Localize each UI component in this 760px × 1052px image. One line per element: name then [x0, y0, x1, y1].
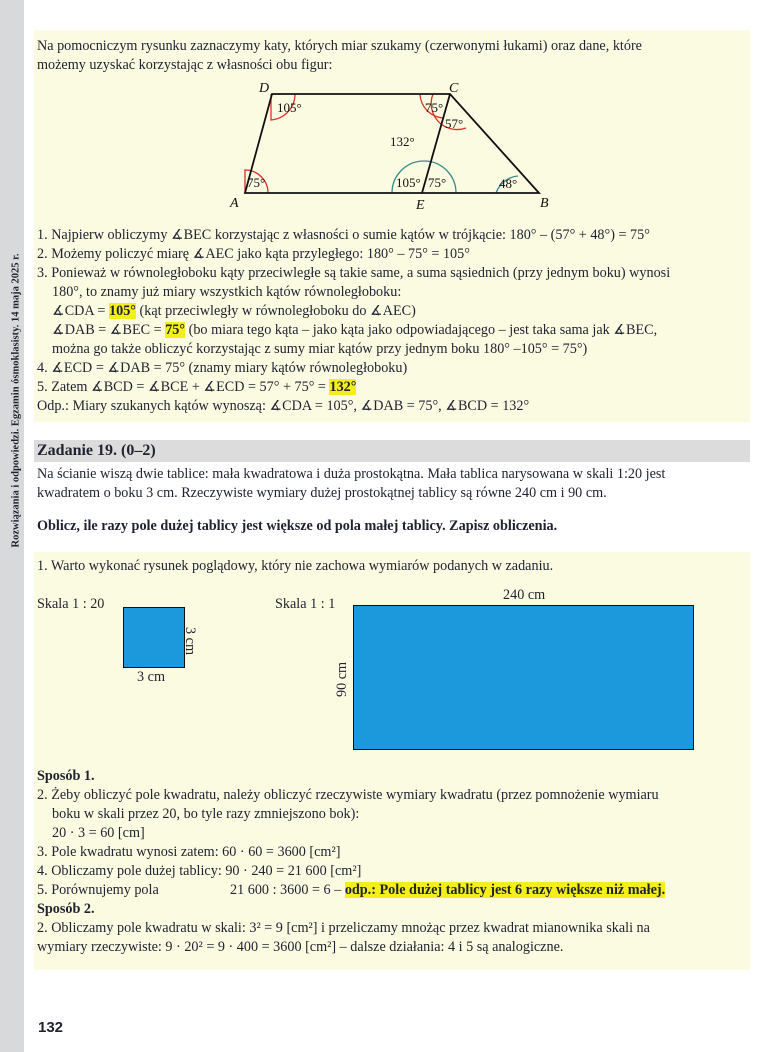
angle-c-label: 75° — [425, 100, 444, 115]
solution-angle-dab-cont: można go także obliczyć korzystając z sumy miar kątów przy jednym boku 180° –105° = 75°) — [52, 341, 588, 357]
vertex-d: D — [259, 81, 270, 96]
solution-step-1: 1. Najpierw obliczymy ∡BEC korzystając z własności o sumie kątów w trójkącie: 180° – (57° + 48°) = 75° — [37, 227, 650, 243]
solution-answer: Odp.: Miary szukanych kątów wynoszą: ∡CDA = 105°, ∡DAB = 75°, ∡BCD = 132° — [37, 398, 530, 414]
ratio-calc: 21 600 : 3600 = 6 – — [230, 882, 345, 898]
solution-step-4: 4. ∡ECD = ∡DAB = 75° (znamy miary kątów równoległoboku) — [37, 360, 408, 376]
method-1-step-3: 3. Pole kwadratu wynosi zatem: 60 · 60 = 3600 [cm²] — [37, 844, 341, 860]
angle-mid-label: 132° — [390, 134, 415, 149]
scale-small-label: Skala 1 : 20 — [37, 596, 105, 612]
method-1-calc: 20 · 3 = 60 [cm] — [52, 825, 145, 841]
method-2-step-2-cont: wymiary rzeczywiste: 9 · 20² = 9 · 400 = 3600 [cm²] – dalsze działania: 4 i 5 są analogiczne. — [37, 939, 564, 955]
dab-highlight: 75° — [165, 322, 186, 338]
angle-c2-label: 57° — [445, 116, 464, 131]
vertex-c: C — [449, 81, 459, 96]
cda-prefix: ∡CDA = — [52, 303, 109, 319]
task-text-1: Na ścianie wiszą dwie tablice: mała kwadratowa i duża prostokątna. Mała tablica narysowana w skali 1:20 jest — [37, 466, 666, 482]
vertex-b: B — [540, 196, 549, 211]
solution-step-2: 2. Możemy policzyć miarę ∡AEC jako kąta przyległego: 180° – 75° = 105° — [37, 246, 470, 262]
cda-highlight: 105° — [109, 303, 136, 319]
sidebar-caption: Rozwiązania i odpowiedzi. Egzamin ósmoklasisty. 14 maja 2025 r. — [10, 253, 22, 548]
method-1-step-2: 2. Żeby obliczyć pole kwadratu, należy obliczyć rzeczywiste wymiary kwadratu (przez pomnożenie wymiaru — [37, 787, 659, 803]
method-1-step-5-result — [230, 881, 665, 899]
method-2-step-2: 2. Obliczamy pole kwadratu w skali: 3² = 9 [cm²] i przeliczamy mnożąc przez kwadrat mianownika skali na — [37, 920, 650, 936]
task-text-2: kwadratem o boku 3 cm. Rzeczywiste wymiary dużej prostokątnej tablicy są równe 240 cm i 90 cm. — [37, 485, 607, 501]
solution-angle-cda — [52, 302, 416, 320]
intro-line-1: Na pomocniczym rysunku zaznaczymy katy, których miar szukamy (czerwonymi łukami) oraz dane, które — [37, 38, 642, 54]
vertex-e: E — [416, 198, 425, 213]
angle-d-label: 105° — [277, 100, 302, 115]
step-1-drawing: 1. Warto wykonać rysunek poglądowy, który nie zachowa wymiarów podanych w zadaniu. — [37, 558, 554, 574]
solution-step-3: 3. Ponieważ w równoległoboku kąty przeciwległe są takie same, a suma sąsiednich (przy jednym boku) wynosi — [37, 265, 671, 281]
large-rect-top-label: 240 cm — [503, 587, 546, 603]
method-1-title: Sposób 1. — [37, 768, 95, 784]
method-1-step-2-cont: boku w skali przez 20, bo tyle razy zmniejszono bok): — [52, 806, 360, 822]
task-instruction: Oblicz, ile razy pole dużej tablicy jest większe od pola małej tablicy. Zapisz obliczenia. — [37, 518, 558, 534]
angle-e1-label: 105° — [396, 175, 421, 190]
intro-line-2: możemy uzyskać korzystając z własności obu figur: — [37, 57, 333, 73]
vertex-a: A — [230, 196, 239, 211]
solution-step-3-cont: 180°, to znamy już miary wszystkich kątów równoległoboku: — [52, 284, 402, 300]
small-square — [123, 607, 185, 668]
method-1-step-5-label: 5. Porównujemy pola — [37, 882, 159, 898]
final-answer-highlight: odp.: Pole dużej tablicy jest 6 razy większe niż małej. — [344, 882, 666, 898]
angle-a-label: 75° — [247, 175, 266, 190]
bcd-highlight: 132° — [329, 379, 357, 395]
method-2-title: Sposób 2. — [37, 901, 95, 917]
solution-angle-dab — [52, 321, 657, 339]
trapezoid-figure — [0, 76, 760, 216]
large-rect-side-label: 90 cm — [334, 661, 350, 697]
task-title: Zadanie 19. (0–2) — [37, 442, 156, 459]
small-square-bottom-label: 3 cm — [137, 669, 165, 685]
large-rectangle — [353, 605, 694, 750]
angle-e2-label: 75° — [428, 175, 447, 190]
bcd-prefix: 5. Zatem ∡BCD = ∡BCE + ∡ECD = 57° + 75° = — [37, 379, 330, 395]
small-square-side-label: 3 cm — [182, 627, 198, 655]
scale-large-label: Skala 1 : 1 — [275, 596, 336, 612]
angle-b-label: 48° — [499, 176, 518, 191]
dab-suffix: (bo miara tego kąta – jako kąta jako odpowiadającego – jest taka sama jak ∡BEC, — [185, 322, 658, 338]
page-number: 132 — [38, 1019, 64, 1036]
dab-prefix: ∡DAB = ∡BEC = — [52, 322, 166, 338]
solution-step-5 — [37, 378, 356, 396]
cda-suffix: (kąt przeciwległy w równoległoboku do ∡AEC) — [135, 303, 416, 319]
method-1-step-4: 4. Obliczamy pole dużej tablicy: 90 · 240 = 21 600 [cm²] — [37, 863, 362, 879]
